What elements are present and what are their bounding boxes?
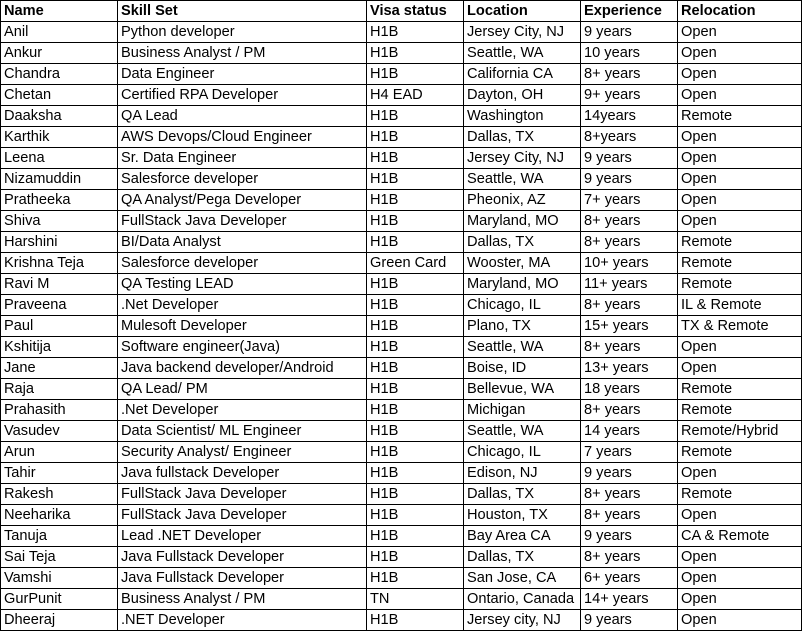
location-cell: Dallas, TX xyxy=(464,232,581,253)
header-visa-status: Visa status xyxy=(367,1,464,22)
skill-set-cell: Security Analyst/ Engineer xyxy=(118,442,367,463)
table-body xyxy=(1,22,802,631)
skill-set-cell: Java backend developer/Android xyxy=(118,358,367,379)
skill-set-cell: .Net Developer xyxy=(118,400,367,421)
skill-set-cell: Business Analyst / PM xyxy=(118,43,367,64)
relocation-cell: Open xyxy=(678,589,802,610)
experience-cell: 15+ years xyxy=(581,316,678,337)
relocation-cell: Remote xyxy=(678,400,802,421)
visa-status-cell: H1B xyxy=(367,421,464,442)
experience-cell: 9+ years xyxy=(581,85,678,106)
relocation-cell: Open xyxy=(678,211,802,232)
visa-status-cell: H1B xyxy=(367,379,464,400)
table-row xyxy=(1,610,802,631)
location-cell: San Jose, CA xyxy=(464,568,581,589)
location-cell: Jersey City, NJ xyxy=(464,22,581,43)
name-cell: Prahasith xyxy=(1,400,118,421)
skill-set-cell: Certified RPA Developer xyxy=(118,85,367,106)
skill-set-cell: Python developer xyxy=(118,22,367,43)
location-cell: Ontario, Canada xyxy=(464,589,581,610)
location-cell: Seattle, WA xyxy=(464,337,581,358)
location-cell: Jersey City, NJ xyxy=(464,148,581,169)
table-row xyxy=(1,22,802,43)
visa-status-cell: H1B xyxy=(367,526,464,547)
location-cell: Washington xyxy=(464,106,581,127)
visa-status-cell: H1B xyxy=(367,484,464,505)
visa-status-cell: H1B xyxy=(367,610,464,631)
location-cell: Dallas, TX xyxy=(464,547,581,568)
skill-set-cell: QA Testing LEAD xyxy=(118,274,367,295)
name-cell: Neeharika xyxy=(1,505,118,526)
experience-cell: 8+ years xyxy=(581,232,678,253)
name-cell: Anil xyxy=(1,22,118,43)
location-cell: Seattle, WA xyxy=(464,421,581,442)
visa-status-cell: H1B xyxy=(367,400,464,421)
visa-status-cell: H1B xyxy=(367,316,464,337)
header-relocation: Relocation xyxy=(678,1,802,22)
table-row xyxy=(1,43,802,64)
name-cell: Ankur xyxy=(1,43,118,64)
table-row xyxy=(1,400,802,421)
name-cell: Kshitija xyxy=(1,337,118,358)
skill-set-cell: Lead .NET Developer xyxy=(118,526,367,547)
experience-cell: 7 years xyxy=(581,442,678,463)
location-cell: Seattle, WA xyxy=(464,169,581,190)
table-row xyxy=(1,316,802,337)
header-row xyxy=(1,1,802,22)
name-cell: Chandra xyxy=(1,64,118,85)
relocation-cell: Open xyxy=(678,22,802,43)
visa-status-cell: H1B xyxy=(367,442,464,463)
name-cell: Rakesh xyxy=(1,484,118,505)
skill-set-cell: FullStack Java Developer xyxy=(118,484,367,505)
name-cell: Harshini xyxy=(1,232,118,253)
experience-cell: 14+ years xyxy=(581,589,678,610)
skill-set-cell: Salesforce developer xyxy=(118,253,367,274)
skill-set-cell: .Net Developer xyxy=(118,295,367,316)
name-cell: GurPunit xyxy=(1,589,118,610)
relocation-cell: Open xyxy=(678,148,802,169)
location-cell: Dayton, OH xyxy=(464,85,581,106)
table-row xyxy=(1,253,802,274)
relocation-cell: Remote xyxy=(678,442,802,463)
relocation-cell: Remote/Hybrid xyxy=(678,421,802,442)
visa-status-cell: H1B xyxy=(367,211,464,232)
table-row xyxy=(1,85,802,106)
name-cell: Paul xyxy=(1,316,118,337)
skill-set-cell: Salesforce developer xyxy=(118,169,367,190)
name-cell: Leena xyxy=(1,148,118,169)
location-cell: Chicago, IL xyxy=(464,295,581,316)
name-cell: Shiva xyxy=(1,211,118,232)
name-cell: Nizamuddin xyxy=(1,169,118,190)
location-cell: Chicago, IL xyxy=(464,442,581,463)
location-cell: Boise, ID xyxy=(464,358,581,379)
table-row xyxy=(1,547,802,568)
experience-cell: 8+ years xyxy=(581,505,678,526)
relocation-cell: Open xyxy=(678,169,802,190)
skill-set-cell: Business Analyst / PM xyxy=(118,589,367,610)
name-cell: Sai Teja xyxy=(1,547,118,568)
location-cell: Dallas, TX xyxy=(464,127,581,148)
visa-status-cell: H1B xyxy=(367,547,464,568)
table-row xyxy=(1,568,802,589)
skill-set-cell: Data Scientist/ ML Engineer xyxy=(118,421,367,442)
visa-status-cell: H1B xyxy=(367,22,464,43)
experience-cell: 8+ years xyxy=(581,295,678,316)
table-row xyxy=(1,106,802,127)
experience-cell: 9 years xyxy=(581,169,678,190)
relocation-cell: TX & Remote xyxy=(678,316,802,337)
location-cell: Jersey city, NJ xyxy=(464,610,581,631)
relocation-cell: Remote xyxy=(678,274,802,295)
visa-status-cell: H1B xyxy=(367,505,464,526)
location-cell: Edison, NJ xyxy=(464,463,581,484)
location-cell: Pheonix, AZ xyxy=(464,190,581,211)
skill-set-cell: BI/Data Analyst xyxy=(118,232,367,253)
table-row xyxy=(1,358,802,379)
relocation-cell: Open xyxy=(678,190,802,211)
table-row xyxy=(1,589,802,610)
experience-cell: 8+ years xyxy=(581,547,678,568)
name-cell: Dheeraj xyxy=(1,610,118,631)
relocation-cell: Remote xyxy=(678,379,802,400)
relocation-cell: Remote xyxy=(678,484,802,505)
experience-cell: 6+ years xyxy=(581,568,678,589)
name-cell: Raja xyxy=(1,379,118,400)
skill-set-cell: Java Fullstack Developer xyxy=(118,547,367,568)
location-cell: Houston, TX xyxy=(464,505,581,526)
relocation-cell: Open xyxy=(678,463,802,484)
skill-set-cell: FullStack Java Developer xyxy=(118,505,367,526)
visa-status-cell: H1B xyxy=(367,190,464,211)
experience-cell: 8+ years xyxy=(581,484,678,505)
table-row xyxy=(1,190,802,211)
experience-cell: 8+years xyxy=(581,127,678,148)
name-cell: Jane xyxy=(1,358,118,379)
experience-cell: 8+ years xyxy=(581,64,678,85)
relocation-cell: CA & Remote xyxy=(678,526,802,547)
relocation-cell: Open xyxy=(678,547,802,568)
visa-status-cell: H1B xyxy=(367,232,464,253)
relocation-cell: Open xyxy=(678,64,802,85)
name-cell: Praveena xyxy=(1,295,118,316)
name-cell: Ravi M xyxy=(1,274,118,295)
experience-cell: 13+ years xyxy=(581,358,678,379)
experience-cell: 9 years xyxy=(581,148,678,169)
table-row xyxy=(1,379,802,400)
experience-cell: 10 years xyxy=(581,43,678,64)
name-cell: Tanuja xyxy=(1,526,118,547)
skill-set-cell: .NET Developer xyxy=(118,610,367,631)
experience-cell: 18 years xyxy=(581,379,678,400)
visa-status-cell: H1B xyxy=(367,148,464,169)
table-row xyxy=(1,232,802,253)
relocation-cell: Open xyxy=(678,610,802,631)
visa-status-cell: H1B xyxy=(367,64,464,85)
visa-status-cell: H1B xyxy=(367,127,464,148)
experience-cell: 9 years xyxy=(581,610,678,631)
relocation-cell: Open xyxy=(678,568,802,589)
experience-cell: 10+ years xyxy=(581,253,678,274)
skill-set-cell: Java fullstack Developer xyxy=(118,463,367,484)
table-row xyxy=(1,526,802,547)
table-row xyxy=(1,127,802,148)
table-row xyxy=(1,169,802,190)
visa-status-cell: TN xyxy=(367,589,464,610)
location-cell: Seattle, WA xyxy=(464,43,581,64)
experience-cell: 8+ years xyxy=(581,337,678,358)
skill-set-cell: Java Fullstack Developer xyxy=(118,568,367,589)
header-location: Location xyxy=(464,1,581,22)
table-row xyxy=(1,421,802,442)
name-cell: Vamshi xyxy=(1,568,118,589)
header-skill-set: Skill Set xyxy=(118,1,367,22)
table-row xyxy=(1,274,802,295)
visa-status-cell: H1B xyxy=(367,106,464,127)
experience-cell: 8+ years xyxy=(581,400,678,421)
location-cell: Bellevue, WA xyxy=(464,379,581,400)
skill-set-cell: FullStack Java Developer xyxy=(118,211,367,232)
skill-set-cell: QA Lead xyxy=(118,106,367,127)
table-row xyxy=(1,211,802,232)
experience-cell: 14 years xyxy=(581,421,678,442)
location-cell: Plano, TX xyxy=(464,316,581,337)
name-cell: Arun xyxy=(1,442,118,463)
name-cell: Karthik xyxy=(1,127,118,148)
name-cell: Daaksha xyxy=(1,106,118,127)
relocation-cell: Remote xyxy=(678,232,802,253)
skill-set-cell: Mulesoft Developer xyxy=(118,316,367,337)
location-cell: Wooster, MA xyxy=(464,253,581,274)
experience-cell: 7+ years xyxy=(581,190,678,211)
relocation-cell: Open xyxy=(678,127,802,148)
table-row xyxy=(1,484,802,505)
skill-set-cell: Data Engineer xyxy=(118,64,367,85)
skill-set-cell: AWS Devops/Cloud Engineer xyxy=(118,127,367,148)
visa-status-cell: H1B xyxy=(367,463,464,484)
relocation-cell: Open xyxy=(678,358,802,379)
table-row xyxy=(1,463,802,484)
location-cell: Maryland, MO xyxy=(464,274,581,295)
relocation-cell: Open xyxy=(678,43,802,64)
experience-cell: 9 years xyxy=(581,463,678,484)
visa-status-cell: H1B xyxy=(367,337,464,358)
location-cell: California CA xyxy=(464,64,581,85)
name-cell: Krishna Teja xyxy=(1,253,118,274)
visa-status-cell: H1B xyxy=(367,274,464,295)
skill-set-cell: QA Analyst/Pega Developer xyxy=(118,190,367,211)
relocation-cell: Open xyxy=(678,85,802,106)
table-row xyxy=(1,295,802,316)
skill-set-cell: Sr. Data Engineer xyxy=(118,148,367,169)
visa-status-cell: H1B xyxy=(367,358,464,379)
location-cell: Dallas, TX xyxy=(464,484,581,505)
experience-cell: 14years xyxy=(581,106,678,127)
table-row xyxy=(1,442,802,463)
name-cell: Chetan xyxy=(1,85,118,106)
skill-set-cell: QA Lead/ PM xyxy=(118,379,367,400)
header-name: Name xyxy=(1,1,118,22)
visa-status-cell: H1B xyxy=(367,43,464,64)
location-cell: Bay Area CA xyxy=(464,526,581,547)
name-cell: Tahir xyxy=(1,463,118,484)
relocation-cell: Remote xyxy=(678,106,802,127)
visa-status-cell: H4 EAD xyxy=(367,85,464,106)
experience-cell: 11+ years xyxy=(581,274,678,295)
visa-status-cell: Green Card xyxy=(367,253,464,274)
visa-status-cell: H1B xyxy=(367,169,464,190)
location-cell: Maryland, MO xyxy=(464,211,581,232)
table-row xyxy=(1,64,802,85)
table-row xyxy=(1,505,802,526)
table-row xyxy=(1,148,802,169)
experience-cell: 8+ years xyxy=(581,211,678,232)
relocation-cell: Remote xyxy=(678,253,802,274)
experience-cell: 9 years xyxy=(581,22,678,43)
relocation-cell: Open xyxy=(678,337,802,358)
skill-set-cell: Software engineer(Java) xyxy=(118,337,367,358)
location-cell: Michigan xyxy=(464,400,581,421)
visa-status-cell: H1B xyxy=(367,568,464,589)
relocation-cell: Open xyxy=(678,505,802,526)
experience-cell: 9 years xyxy=(581,526,678,547)
name-cell: Pratheeka xyxy=(1,190,118,211)
header-experience: Experience xyxy=(581,1,678,22)
relocation-cell: IL & Remote xyxy=(678,295,802,316)
name-cell: Vasudev xyxy=(1,421,118,442)
table-row xyxy=(1,337,802,358)
visa-status-cell: H1B xyxy=(367,295,464,316)
